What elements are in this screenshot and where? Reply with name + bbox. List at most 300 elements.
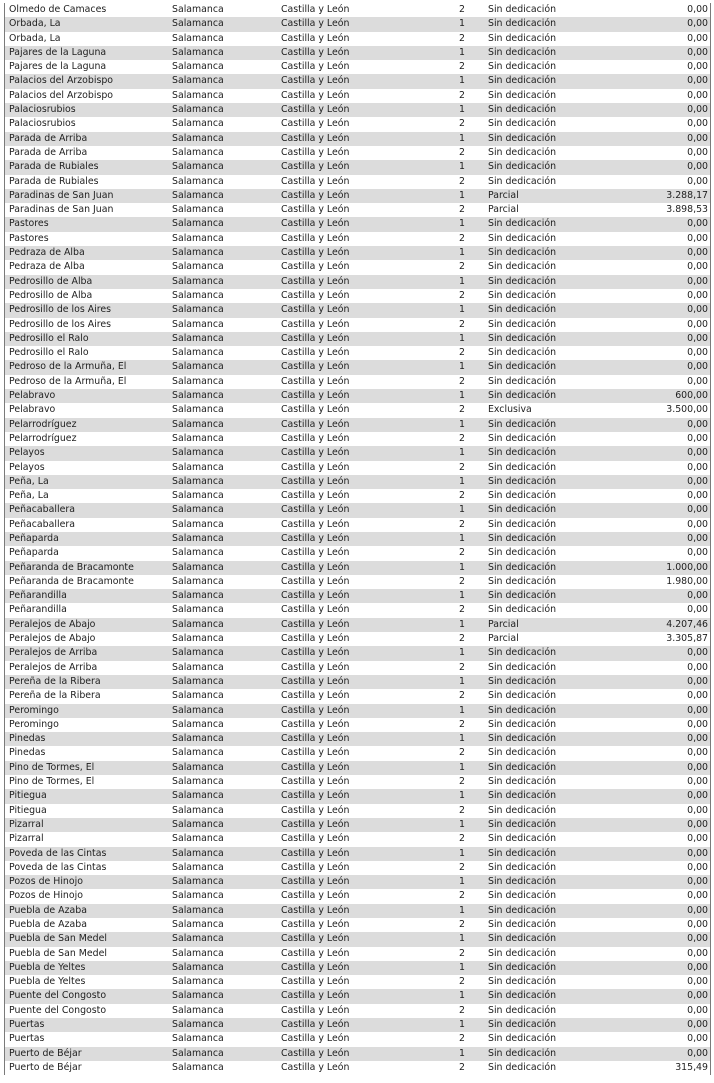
number-cell: 1 (459, 218, 465, 230)
province-cell: Salamanca (172, 1047, 224, 1059)
number-cell: 1 (459, 418, 465, 430)
table-row (5, 947, 710, 961)
table-row (5, 761, 710, 775)
province-cell: Salamanca (172, 232, 224, 244)
municipality-cell: Paradinas de San Juan (9, 204, 114, 216)
number-cell: 1 (459, 104, 465, 116)
amount-cell: 3.898,53 (666, 204, 708, 216)
amount-cell: 0,00 (687, 604, 708, 616)
amount-cell: 0,00 (687, 904, 708, 916)
number-cell: 2 (459, 547, 465, 559)
table-row (5, 818, 710, 832)
table-row (5, 289, 710, 303)
amount-cell: 0,00 (687, 104, 708, 116)
amount-cell: 0,00 (687, 432, 708, 444)
number-cell: 2 (459, 146, 465, 158)
number-cell: 2 (459, 861, 465, 873)
municipality-cell: Pastores (9, 218, 49, 230)
table-row (5, 875, 710, 889)
province-cell: Salamanca (172, 776, 224, 788)
dedication-cell: Sin dedicación (488, 275, 557, 287)
number-cell: 1 (459, 990, 465, 1002)
region-cell: Castilla y León (281, 347, 350, 359)
amount-cell: 315,49 (675, 1061, 708, 1073)
municipality-cell: Peralejos de Arriba (9, 647, 98, 659)
amount-cell: 0,00 (687, 18, 708, 30)
municipality-cell: Puebla de Azaba (9, 904, 87, 916)
province-cell: Salamanca (172, 461, 224, 473)
table-row (5, 332, 710, 346)
amount-cell: 0,00 (687, 847, 708, 859)
table-row (5, 618, 710, 632)
table-row (5, 1018, 710, 1032)
municipality-cell: Paradinas de San Juan (9, 189, 114, 201)
amount-cell: 0,00 (687, 247, 708, 259)
region-cell: Castilla y León (281, 32, 350, 44)
dedication-cell: Sin dedicación (488, 447, 557, 459)
municipality-cell: Puertas (9, 1019, 45, 1031)
table-row (5, 646, 710, 660)
region-cell: Castilla y León (281, 247, 350, 259)
dedication-cell: Sin dedicación (488, 961, 557, 973)
province-cell: Salamanca (172, 347, 224, 359)
dedication-cell: Sin dedicación (488, 490, 557, 502)
table-row (5, 632, 710, 646)
dedication-cell: Sin dedicación (488, 218, 557, 230)
region-cell: Castilla y León (281, 933, 350, 945)
table-row (5, 432, 710, 446)
amount-cell: 3.305,87 (666, 633, 708, 645)
amount-cell: 0,00 (687, 318, 708, 330)
table-row (5, 160, 710, 174)
table-row (5, 117, 710, 131)
dedication-cell: Sin dedicación (488, 75, 557, 87)
dedication-cell: Sin dedicación (488, 104, 557, 116)
municipality-cell: Pelayos (9, 447, 45, 459)
amount-cell: 0,00 (687, 332, 708, 344)
number-cell: 1 (459, 189, 465, 201)
table-row (5, 561, 710, 575)
municipality-cell: Puebla de Yeltes (9, 976, 86, 988)
amount-cell: 0,00 (687, 289, 708, 301)
municipality-cell: Pino de Tormes, El (9, 761, 95, 773)
municipality-cell: Pelarrodríguez (9, 432, 77, 444)
municipality-cell: Palaciosrubios (9, 118, 76, 130)
table-row (5, 318, 710, 332)
province-cell: Salamanca (172, 175, 224, 187)
municipality-cell: Parada de Rubiales (9, 161, 99, 173)
region-cell: Castilla y León (281, 1047, 350, 1059)
region-cell: Castilla y León (281, 204, 350, 216)
number-cell: 2 (459, 347, 465, 359)
dedication-cell: Sin dedicación (488, 890, 557, 902)
number-cell: 2 (459, 976, 465, 988)
number-cell: 2 (459, 432, 465, 444)
municipality-cell: Palaciosrubios (9, 104, 76, 116)
dedication-cell: Sin dedicación (488, 933, 557, 945)
amount-cell: 0,00 (687, 776, 708, 788)
amount-cell: 0,00 (687, 747, 708, 759)
region-cell: Castilla y León (281, 218, 350, 230)
municipality-cell: Pelarrodríguez (9, 418, 77, 430)
number-cell: 2 (459, 518, 465, 530)
table-row (5, 861, 710, 875)
dedication-cell: Sin dedicación (488, 32, 557, 44)
dedication-cell: Sin dedicación (488, 1033, 557, 1045)
table-row (5, 589, 710, 603)
table-row (5, 475, 710, 489)
province-cell: Salamanca (172, 332, 224, 344)
province-cell: Salamanca (172, 547, 224, 559)
number-cell: 1 (459, 704, 465, 716)
province-cell: Salamanca (172, 919, 224, 930)
amount-cell: 0,00 (687, 418, 708, 430)
region-cell: Castilla y León (281, 575, 350, 587)
municipality-cell: Puebla de San Medel (9, 933, 107, 945)
region-cell: Castilla y León (281, 390, 350, 402)
province-cell: Salamanca (172, 104, 224, 116)
dedication-cell: Sin dedicación (488, 904, 557, 916)
province-cell: Salamanca (172, 804, 224, 816)
dedication-cell: Sin dedicación (488, 261, 557, 273)
table-row (5, 746, 710, 760)
table-row (5, 603, 710, 617)
region-cell: Castilla y León (281, 747, 350, 759)
dedication-cell: Sin dedicación (488, 1019, 557, 1031)
number-cell: 2 (459, 4, 465, 15)
amount-cell: 0,00 (687, 933, 708, 945)
province-cell: Salamanca (172, 675, 224, 687)
region-cell: Castilla y León (281, 89, 350, 101)
region-cell: Castilla y León (281, 890, 350, 902)
region-cell: Castilla y León (281, 990, 350, 1002)
municipality-cell: Pedrosillo de los Aires (9, 318, 112, 330)
dedication-cell: Sin dedicación (488, 175, 557, 187)
region-cell: Castilla y León (281, 189, 350, 201)
amount-cell: 0,00 (687, 647, 708, 659)
province-cell: Salamanca (172, 189, 224, 201)
province-cell: Salamanca (172, 32, 224, 44)
amount-cell: 0,00 (687, 490, 708, 502)
region-cell: Castilla y León (281, 633, 350, 645)
dedication-cell: Sin dedicación (488, 575, 557, 587)
table-row (5, 918, 710, 932)
province-cell: Salamanca (172, 947, 224, 959)
province-cell: Salamanca (172, 161, 224, 173)
number-cell: 2 (459, 118, 465, 130)
amount-cell: 0,00 (687, 361, 708, 373)
number-cell: 2 (459, 575, 465, 587)
amount-cell: 0,00 (687, 175, 708, 187)
municipality-cell: Puente del Congosto (9, 990, 107, 1002)
province-cell: Salamanca (172, 604, 224, 616)
amount-cell: 0,00 (687, 718, 708, 730)
table-row (5, 775, 710, 789)
number-cell: 1 (459, 733, 465, 745)
municipality-cell: Puebla de Azaba (9, 919, 87, 930)
number-cell: 2 (459, 604, 465, 616)
amount-cell: 0,00 (687, 790, 708, 802)
dedication-cell: Sin dedicación (488, 1004, 557, 1016)
region-cell: Castilla y León (281, 418, 350, 430)
table-row (5, 847, 710, 861)
municipality-cell: Pereña de la Ribera (9, 690, 101, 702)
dedication-cell: Sin dedicación (488, 947, 557, 959)
amount-cell: 0,00 (687, 1047, 708, 1059)
amount-cell: 0,00 (687, 61, 708, 73)
dedication-cell: Sin dedicación (488, 704, 557, 716)
amount-cell: 0,00 (687, 218, 708, 230)
region-cell: Castilla y León (281, 961, 350, 973)
number-cell: 2 (459, 89, 465, 101)
dedication-cell: Sin dedicación (488, 146, 557, 158)
dedication-cell: Sin dedicación (488, 718, 557, 730)
amount-cell: 0,00 (687, 690, 708, 702)
municipality-cell: Pedrosillo de los Aires (9, 304, 112, 316)
number-cell: 2 (459, 204, 465, 216)
municipality-cell: Peromingo (9, 704, 59, 716)
amount-cell: 1.000,00 (666, 561, 708, 573)
table-row (5, 60, 710, 74)
amount-cell: 0,00 (687, 304, 708, 316)
municipality-cell: Peñacaballera (9, 504, 75, 516)
province-cell: Salamanca (172, 790, 224, 802)
number-cell: 1 (459, 132, 465, 144)
municipality-cell: Pajares de la Laguna (9, 61, 107, 73)
table-row (5, 489, 710, 503)
table-row (5, 360, 710, 374)
table-row (5, 418, 710, 432)
province-cell: Salamanca (172, 518, 224, 530)
region-cell: Castilla y León (281, 75, 350, 87)
table-row (5, 275, 710, 289)
dedication-cell: Parcial (488, 204, 519, 216)
table-row (5, 103, 710, 117)
table-row (5, 1061, 710, 1075)
number-cell: 1 (459, 761, 465, 773)
amount-cell: 0,00 (687, 1004, 708, 1016)
number-cell: 2 (459, 461, 465, 473)
dedication-cell: Sin dedicación (488, 46, 557, 58)
dedication-cell: Parcial (488, 618, 519, 630)
dedication-cell: Sin dedicación (488, 418, 557, 430)
amount-cell: 0,00 (687, 675, 708, 687)
amount-cell: 0,00 (687, 761, 708, 773)
dedication-cell: Sin dedicación (488, 89, 557, 101)
region-cell: Castilla y León (281, 647, 350, 659)
dedication-cell: Parcial (488, 633, 519, 645)
number-cell: 2 (459, 232, 465, 244)
amount-cell: 0,00 (687, 804, 708, 816)
dedication-cell: Sin dedicación (488, 232, 557, 244)
table-row (5, 575, 710, 589)
number-cell: 1 (459, 590, 465, 602)
dedication-cell: Sin dedicación (488, 919, 557, 930)
number-cell: 2 (459, 318, 465, 330)
province-cell: Salamanca (172, 4, 224, 15)
amount-cell: 0,00 (687, 976, 708, 988)
amount-cell: 0,00 (687, 990, 708, 1002)
municipality-cell: Pedrosillo de Alba (9, 289, 93, 301)
number-cell: 1 (459, 647, 465, 659)
region-cell: Castilla y León (281, 661, 350, 673)
table-row (5, 532, 710, 546)
municipality-cell: Peñacaballera (9, 518, 75, 530)
municipality-cell: Pizarral (9, 818, 44, 830)
amount-cell: 0,00 (687, 4, 708, 15)
dedication-cell: Sin dedicación (488, 761, 557, 773)
table-row (5, 661, 710, 675)
region-cell: Castilla y León (281, 590, 350, 602)
dedication-cell: Sin dedicación (488, 861, 557, 873)
dedication-cell: Sin dedicación (488, 590, 557, 602)
municipality-cell: Peñaparda (9, 547, 59, 559)
region-cell: Castilla y León (281, 232, 350, 244)
dedication-cell: Sin dedicación (488, 18, 557, 30)
amount-cell: 0,00 (687, 89, 708, 101)
dedication-cell: Sin dedicación (488, 647, 557, 659)
municipality-cell: Pelayos (9, 461, 45, 473)
amount-cell: 0,00 (687, 547, 708, 559)
province-cell: Salamanca (172, 46, 224, 58)
number-cell: 2 (459, 261, 465, 273)
number-cell: 2 (459, 61, 465, 73)
amount-cell: 0,00 (687, 861, 708, 873)
amount-cell: 0,00 (687, 961, 708, 973)
number-cell: 1 (459, 818, 465, 830)
province-cell: Salamanca (172, 818, 224, 830)
municipality-cell: Orbada, La (9, 18, 61, 30)
province-cell: Salamanca (172, 761, 224, 773)
province-cell: Salamanca (172, 390, 224, 402)
dedication-cell: Sin dedicación (488, 776, 557, 788)
number-cell: 2 (459, 890, 465, 902)
region-cell: Castilla y León (281, 404, 350, 416)
table-row (5, 132, 710, 146)
municipality-cell: Pitiegua (9, 804, 47, 816)
amount-cell: 0,00 (687, 532, 708, 544)
province-cell: Salamanca (172, 1033, 224, 1045)
municipality-cell: Puente del Congosto (9, 1004, 107, 1016)
municipality-cell: Pinedas (9, 747, 46, 759)
dedication-cell: Sin dedicación (488, 432, 557, 444)
number-cell: 2 (459, 661, 465, 673)
table-row (5, 32, 710, 46)
dedication-cell: Parcial (488, 189, 519, 201)
table-row (5, 675, 710, 689)
table-row (5, 446, 710, 460)
dedication-cell: Sin dedicación (488, 347, 557, 359)
municipality-cell: Pozos de Hinojo (9, 876, 83, 888)
province-cell: Salamanca (172, 575, 224, 587)
municipality-cell: Pastores (9, 232, 49, 244)
dedication-cell: Sin dedicación (488, 1047, 557, 1059)
number-cell: 2 (459, 633, 465, 645)
municipality-cell: Pelabravo (9, 404, 56, 416)
number-cell: 1 (459, 46, 465, 58)
region-cell: Castilla y León (281, 790, 350, 802)
municipality-cell: Poveda de las Cintas (9, 847, 107, 859)
region-cell: Castilla y León (281, 289, 350, 301)
municipality-cell: Pinedas (9, 733, 46, 745)
municipality-cell: Poveda de las Cintas (9, 861, 107, 873)
municipality-cell: Peromingo (9, 718, 59, 730)
province-cell: Salamanca (172, 847, 224, 859)
number-cell: 1 (459, 304, 465, 316)
amount-cell: 0,00 (687, 704, 708, 716)
number-cell: 2 (459, 919, 465, 930)
province-cell: Salamanca (172, 504, 224, 516)
province-cell: Salamanca (172, 247, 224, 259)
region-cell: Castilla y León (281, 1061, 350, 1073)
municipality-cell: Puebla de San Medel (9, 947, 107, 959)
municipality-cell: Parada de Arriba (9, 146, 88, 158)
number-cell: 2 (459, 1061, 465, 1073)
number-cell: 1 (459, 75, 465, 87)
dedication-cell: Sin dedicación (488, 818, 557, 830)
number-cell: 2 (459, 490, 465, 502)
region-cell: Castilla y León (281, 432, 350, 444)
number-cell: 2 (459, 690, 465, 702)
region-cell: Castilla y León (281, 61, 350, 73)
municipality-cell: Pedrosillo de Alba (9, 275, 93, 287)
province-cell: Salamanca (172, 618, 224, 630)
table-row (5, 203, 710, 217)
province-cell: Salamanca (172, 833, 224, 845)
amount-cell: 0,00 (687, 518, 708, 530)
number-cell: 1 (459, 247, 465, 259)
table-row (5, 232, 710, 246)
municipality-cell: Pajares de la Laguna (9, 46, 107, 58)
number-cell: 1 (459, 876, 465, 888)
table-row (5, 718, 710, 732)
amount-cell: 0,00 (687, 161, 708, 173)
dedication-cell: Sin dedicación (488, 833, 557, 845)
region-cell: Castilla y León (281, 175, 350, 187)
province-cell: Salamanca (172, 18, 224, 30)
number-cell: 1 (459, 933, 465, 945)
table-row (5, 1004, 710, 1018)
province-cell: Salamanca (172, 404, 224, 416)
table-row (5, 389, 710, 403)
region-cell: Castilla y León (281, 46, 350, 58)
municipality-cell: Pitiegua (9, 790, 47, 802)
province-cell: Salamanca (172, 361, 224, 373)
amount-cell: 0,00 (687, 876, 708, 888)
table-row (5, 461, 710, 475)
region-cell: Castilla y León (281, 304, 350, 316)
amount-cell: 0,00 (687, 818, 708, 830)
region-cell: Castilla y León (281, 861, 350, 873)
number-cell: 2 (459, 747, 465, 759)
region-cell: Castilla y León (281, 104, 350, 116)
table-row (5, 89, 710, 103)
province-cell: Salamanca (172, 75, 224, 87)
dedication-cell: Exclusiva (488, 404, 532, 416)
table-row (5, 375, 710, 389)
dedication-cell: Sin dedicación (488, 375, 557, 387)
dedication-cell: Sin dedicación (488, 318, 557, 330)
number-cell: 1 (459, 275, 465, 287)
municipality-cell: Pedrosillo el Ralo (9, 347, 89, 359)
amount-cell: 0,00 (687, 504, 708, 516)
number-cell: 2 (459, 776, 465, 788)
municipality-cell: Pozos de Hinojo (9, 890, 83, 902)
amount-cell: 0,00 (687, 1033, 708, 1045)
dedication-cell: Sin dedicación (488, 532, 557, 544)
province-cell: Salamanca (172, 733, 224, 745)
province-cell: Salamanca (172, 132, 224, 144)
